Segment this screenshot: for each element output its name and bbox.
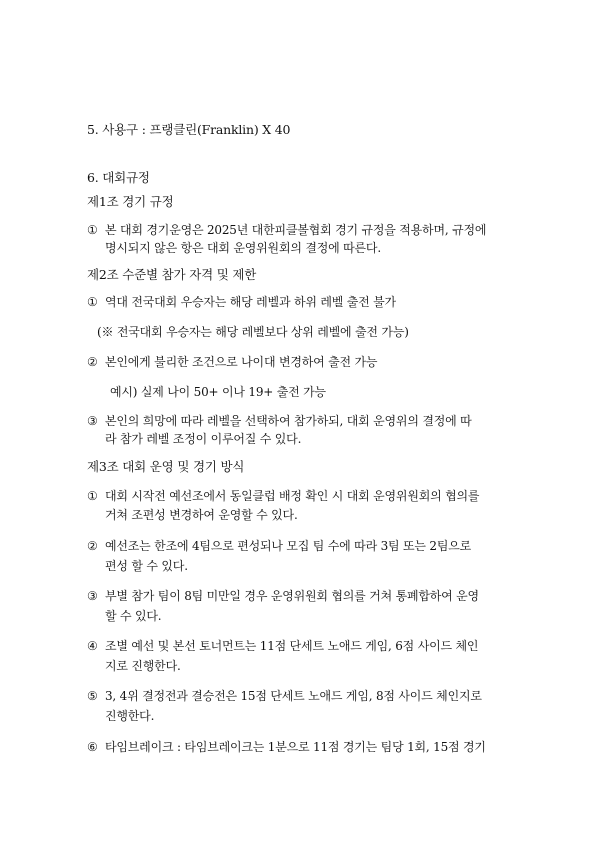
- item-marker: ③: [87, 414, 98, 428]
- article-3-item-4-continued: 지로 진행한다.: [105, 659, 181, 673]
- article-2-item-2: [87, 353, 520, 371]
- article-3-item-2: [87, 537, 520, 555]
- article-3-item-3: [87, 587, 520, 605]
- item-text: 본인의 희망에 따라 레벨을 선택하여 참가하되, 대회 운영위의 결정에 따: [105, 414, 472, 428]
- item-text: 조별 예선 및 본선 토너먼트는 11점 단세트 노애드 게임, 6점 사이드 체인: [105, 639, 479, 653]
- article-3-title: 제3조 대회 운영 및 경기 방식: [87, 459, 245, 474]
- equipment-line: 5. 사용구 : 프랭클린(Franklin) X 40: [87, 122, 291, 137]
- article-2-note: (※ 전국대회 우승자는 해당 레벨보다 상위 레벨에 출전 가능): [97, 325, 409, 339]
- article-3-item-4: [87, 637, 520, 655]
- article-1-item-1-continued: 명시되지 않은 항은 대회 운영위원회의 결정에 따른다.: [105, 241, 381, 255]
- item-text: 예선조는 한조에 4팀으로 편성되나 모집 팀 수에 따라 3팀 또는 2팀으로: [105, 539, 472, 553]
- article-3-item-2-continued: 편성 할 수 있다.: [105, 559, 188, 573]
- article-2-title: 제2조 수준별 참가 자격 및 제한: [87, 267, 257, 282]
- item-marker: ②: [87, 355, 98, 369]
- item-marker: ③: [87, 589, 98, 603]
- article-3-item-5-continued: 진행한다.: [105, 709, 155, 723]
- item-text: 부별 참가 팀이 8팀 미만일 경우 운영위원회 협의를 거쳐 통폐합하여 운영: [105, 589, 479, 603]
- article-1-title: 제1조 경기 규정: [87, 194, 174, 209]
- article-3-item-1-continued: 거쳐 조편성 변경하여 운영할 수 있다.: [105, 508, 298, 522]
- item-marker: ②: [87, 539, 98, 553]
- article-2-item-1: [87, 293, 520, 311]
- article-2-item-3-continued: 라 참가 레벨 조정이 이루어질 수 있다.: [105, 432, 302, 446]
- article-3-item-3-continued: 할 수 있다.: [105, 609, 162, 623]
- item-text: 본 대회 경기운영은 2025년 대한피클볼협회 경기 규정을 적용하며, 규정에: [105, 223, 487, 237]
- item-marker: ①: [87, 223, 98, 237]
- article-2-item-3: [87, 412, 520, 430]
- item-marker: ⑥: [87, 740, 98, 754]
- item-marker: ④: [87, 639, 98, 653]
- item-text: 3, 4위 결정전과 결승전은 15점 단세트 노애드 게임, 8점 사이드 체인지로: [105, 689, 482, 703]
- item-text: 본인에게 불리한 조건으로 나이대 변경하여 출전 가능: [105, 355, 378, 369]
- article-3-item-1: [87, 487, 520, 505]
- item-marker: ⑤: [87, 689, 98, 703]
- item-text: 타임브레이크 : 타임브레이크는 1분으로 11점 경기는 팀당 1회, 15점 경기: [105, 740, 486, 754]
- item-text: 대회 시작전 예선조에서 동일클럽 배정 확인 시 대회 운영위원회의 협의를: [105, 489, 480, 503]
- article-1-item-1: [87, 221, 520, 239]
- item-text: 역대 전국대회 우승자는 해당 레벨과 하위 레벨 출전 불가: [105, 295, 396, 309]
- item-marker: ①: [87, 295, 98, 309]
- article-2-example: 예시) 실제 나이 50+ 이나 19+ 출전 가능: [110, 385, 326, 399]
- section-6-title: 6. 대회규정: [87, 170, 150, 185]
- item-marker: ①: [87, 489, 98, 503]
- article-3-item-5: [87, 687, 520, 705]
- article-3-item-6: [87, 738, 520, 756]
